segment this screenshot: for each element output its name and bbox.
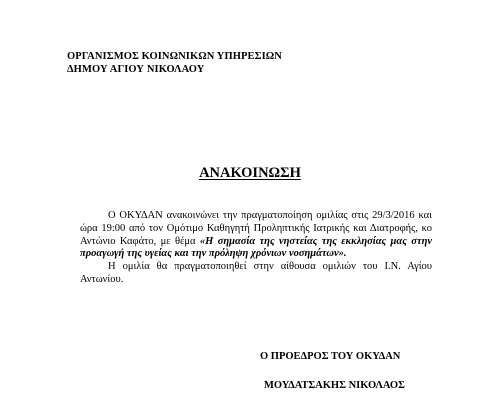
signature-name: ΜΟΥΔΑΤΣΑΚΗΣ ΝΙΚΟΛΑΟΣ [264,380,405,391]
org-name-line2: ΔΗΜΟΥ ΑΓΙΟΥ ΝΙΚΟΛΑΟΥ [67,64,205,75]
paragraph-2: Η ομιλία θα πραγματοποιηθεί στην αίθουσα ομιλιών του Ι.Ν. Αγίου Αντωνίου. [80,261,432,285]
announcement-body [80,210,432,287]
signature-role: Ο ΠΡΟΕΔΡΟΣ ΤΟΥ ΟΚΥΔΑΝ [260,351,401,362]
organization-header [67,50,282,76]
paragraph-1 [80,210,432,261]
org-name-line1: ΟΡΓΑΝΙΣΜΟΣ ΚΟΙΝΩΝΙΚΩΝ ΥΠΗΡΕΣΙΩΝ [67,51,282,62]
announcement-title-text: ΑΝΑΚΟΙΝΩΣΗ [199,165,301,181]
paragraph-1-text: Ο ΟΚΥΔΑΝ ανακοινώνει την πραγματοποίηση ομιλίας στις 29/3/2016 και ώρα 19:00 από τον Ομότιμο Καθηγητή Προληπτικής Ιατρικής και Διατροφής, κο Αντώνιο Καφάτο, με θέμα [80,210,432,247]
announcement-title [0,164,500,182]
lecture-topic: «Η σημασία της νηστείας της εκκλησίας μας στην προαγωγή της υγείας και την πρόληψη χρόνιων νοσημάτων». [80,235,432,260]
